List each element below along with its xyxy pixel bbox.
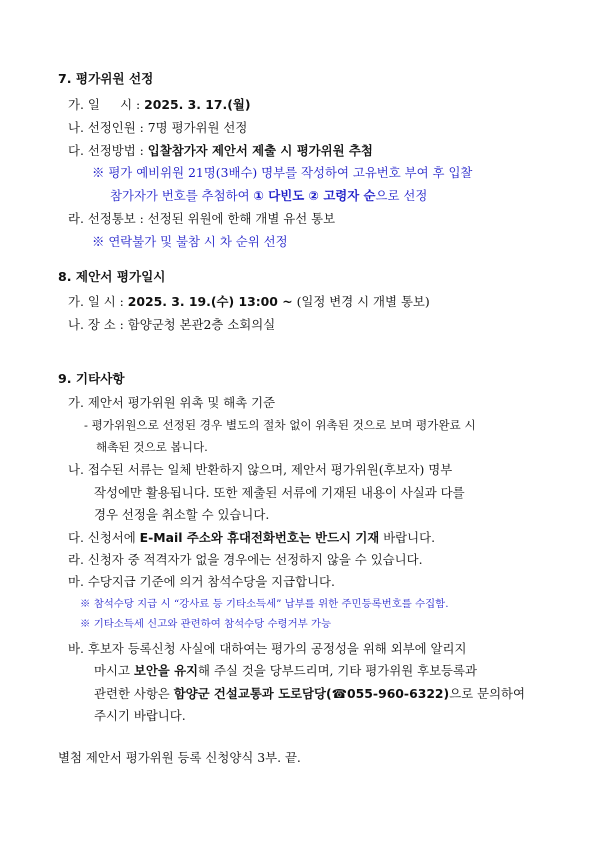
s7-date-line — [68, 96, 251, 113]
s7-note1-line1: ※ 평가 예비위원 21명(3배수) 명부를 작성하여 고유번호 부여 후 입찰 — [92, 165, 473, 180]
s9-e-note1: ※ 참석수당 지급 시 “강사료 등 기타소득세” 납부를 위한 주민등록번호를 수집함. — [80, 598, 449, 610]
s9-f3-post: 으로 문의하여 — [449, 686, 525, 701]
s8-date-note: (일정 변경 시 개별 통보) — [292, 294, 430, 309]
s9-e: 마. 수당지급 기준에 의거 참석수당을 지급합니다. — [68, 574, 335, 589]
s9-a: 가. 제안서 평가위원 위촉 및 해촉 기준 — [68, 395, 276, 410]
s7-date-label: 가. 일 시 : — [68, 97, 145, 112]
s9-c-pre: 다. 신청서에 — [68, 530, 140, 545]
s9-b1: 나. 접수된 서류는 일체 반환하지 않으며, 제안서 평가위원(후보자) 명부 — [68, 462, 453, 477]
section-9-title: 9. 기타사항 — [58, 371, 125, 386]
section-7-title: 7. 평가위원 선정 — [58, 71, 154, 86]
s7-note2: ※ 연락불가 및 불참 시 차 순위 선정 — [92, 234, 288, 249]
s7-date-value: 2025. 3. 17.(월) — [144, 97, 251, 112]
s7-notify-line: 라. 선정통보 : 선정된 위원에 한해 개별 유선 통보 — [68, 211, 336, 226]
s9-e-note2: ※ 기타소득세 신고와 관련하여 참석수당 수령거부 가능 — [80, 618, 332, 630]
s9-c-bold: E-Mail 주소와 휴대전화번호는 반드시 기재 — [139, 530, 380, 545]
s9-d: 라. 신청자 중 적격자가 없을 경우에는 선정하지 않을 수 있습니다. — [68, 552, 423, 567]
s8-date-value: 2025. 3. 19.(수) 13:00 ~ — [127, 294, 293, 309]
s9-a1: - 평가위원으로 선정된 경우 별도의 절차 없이 위촉된 것으로 보며 평가완료 시 — [84, 418, 476, 432]
s9-a2: 해촉된 것으로 봅니다. — [96, 440, 208, 454]
s9-f2-post: 해 주실 것을 당부드리며, 기타 평가위원 후보등록과 — [198, 663, 477, 678]
s7-method-label: 다. 선정방법 : — [68, 143, 148, 158]
s7-method-line — [68, 142, 373, 159]
s8-place-line: 나. 장 소 : 함양군청 본관2층 소회의실 — [68, 317, 276, 332]
s7-note1-post: 으로 선정 — [375, 188, 428, 203]
s9-f3-pre: 관련한 사항은 — [94, 686, 174, 701]
s9-c-post: 바랍니다. — [379, 530, 436, 545]
s7-count-line: 나. 선정인원 : 7명 평가위원 선정 — [68, 120, 248, 135]
s9-b3: 경우 선정을 취소할 수 있습니다. — [94, 507, 270, 522]
s9-f2 — [94, 662, 477, 679]
s9-c — [68, 529, 435, 546]
s9-f4: 주시기 바랍니다. — [94, 708, 186, 723]
attachment-line: 별첨 제안서 평가위원 등록 신청양식 3부. 끝. — [58, 750, 301, 765]
section-8-title: 8. 제안서 평가일시 — [58, 269, 166, 284]
s8-date-line — [68, 293, 430, 310]
s7-note1-bold: ① 다빈도 ② 고령자 순 — [253, 188, 376, 203]
s7-note1-line2 — [110, 187, 427, 204]
s7-note1-pre: 참가자가 번호를 추첨하여 — [110, 188, 254, 203]
s9-f2-bold: 보안을 유지 — [133, 663, 199, 678]
s8-date-label: 가. 일 시 : — [68, 294, 128, 309]
s9-f3 — [94, 685, 525, 702]
s9-f2-pre: 마시고 — [94, 663, 134, 678]
s9-f3-bold: 함양군 건설교통과 도로담당(☎055-960-6322) — [173, 686, 450, 701]
s9-f1: 바. 후보자 등록신청 사실에 대하여는 평가의 공정성을 위해 외부에 알리지 — [68, 641, 467, 656]
s9-b2: 작성에만 활용됩니다. 또한 제출된 서류에 기재된 내용이 사실과 다를 — [94, 485, 465, 500]
s7-method-value: 입찰참가자 제안서 제출 시 평가위원 추첨 — [147, 143, 373, 158]
